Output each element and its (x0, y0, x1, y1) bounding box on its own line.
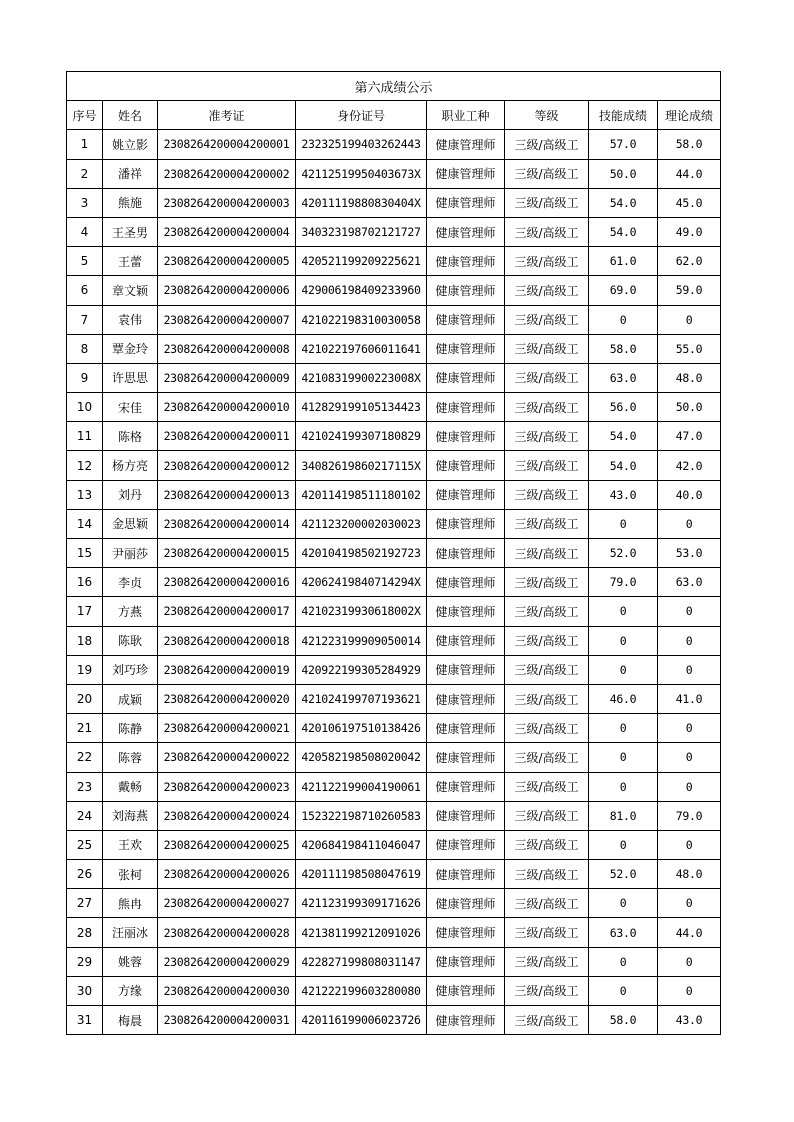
cell-seq: 25 (67, 830, 103, 859)
cell-seq: 12 (67, 451, 103, 480)
cell-exam-ticket: 2308264200004200019 (158, 655, 296, 684)
cell-occupation: 健康管理师 (427, 772, 505, 801)
cell-skill-score: 0 (589, 743, 658, 772)
cell-name: 陈静 (103, 714, 158, 743)
cell-seq: 8 (67, 334, 103, 363)
table-row (67, 976, 721, 1005)
cell-level: 三级/高级工 (505, 393, 589, 422)
cell-level: 三级/高级工 (505, 568, 589, 597)
cell-occupation: 健康管理师 (427, 860, 505, 889)
cell-level: 三级/高级工 (505, 159, 589, 188)
table-row (67, 597, 721, 626)
cell-seq: 17 (67, 597, 103, 626)
cell-level: 三级/高级工 (505, 217, 589, 246)
cell-level: 三级/高级工 (505, 714, 589, 743)
cell-skill-score: 50.0 (589, 159, 658, 188)
cell-theory-score: 48.0 (658, 363, 721, 392)
cell-id-number: 232325199403262443 (296, 130, 427, 159)
cell-level: 三级/高级工 (505, 130, 589, 159)
cell-skill-score: 0 (589, 830, 658, 859)
table-row (67, 626, 721, 655)
cell-id-number: 420684198411046047 (296, 830, 427, 859)
cell-occupation: 健康管理师 (427, 509, 505, 538)
cell-skill-score: 43.0 (589, 480, 658, 509)
cell-theory-score: 45.0 (658, 188, 721, 217)
cell-theory-score: 0 (658, 626, 721, 655)
cell-skill-score: 46.0 (589, 684, 658, 713)
cell-name: 金思颖 (103, 509, 158, 538)
table-row (67, 743, 721, 772)
cell-theory-score: 59.0 (658, 276, 721, 305)
cell-theory-score: 55.0 (658, 334, 721, 363)
cell-id-number: 420104198502192723 (296, 539, 427, 568)
cell-exam-ticket: 2308264200004200016 (158, 568, 296, 597)
cell-id-number: 34082619860217115X (296, 451, 427, 480)
cell-theory-score: 53.0 (658, 539, 721, 568)
header-name: 姓名 (103, 101, 158, 130)
cell-level: 三级/高级工 (505, 976, 589, 1005)
cell-exam-ticket: 2308264200004200011 (158, 422, 296, 451)
cell-skill-score: 63.0 (589, 918, 658, 947)
cell-name: 尹丽莎 (103, 539, 158, 568)
cell-level: 三级/高级工 (505, 276, 589, 305)
cell-seq: 24 (67, 801, 103, 830)
cell-level: 三级/高级工 (505, 451, 589, 480)
cell-id-number: 420106197510138426 (296, 714, 427, 743)
cell-name: 覃金玲 (103, 334, 158, 363)
cell-exam-ticket: 2308264200004200014 (158, 509, 296, 538)
cell-id-number: 42112519950403673X (296, 159, 427, 188)
cell-seq: 19 (67, 655, 103, 684)
cell-name: 刘丹 (103, 480, 158, 509)
cell-level: 三级/高级工 (505, 684, 589, 713)
cell-occupation: 健康管理师 (427, 159, 505, 188)
cell-seq: 31 (67, 1006, 103, 1035)
table-row (67, 422, 721, 451)
cell-occupation: 健康管理师 (427, 568, 505, 597)
cell-exam-ticket: 2308264200004200020 (158, 684, 296, 713)
cell-id-number: 420116199006023726 (296, 1006, 427, 1035)
cell-seq: 18 (67, 626, 103, 655)
cell-level: 三级/高级工 (505, 655, 589, 684)
cell-occupation: 健康管理师 (427, 422, 505, 451)
table-row (67, 159, 721, 188)
cell-occupation: 健康管理师 (427, 655, 505, 684)
cell-seq: 7 (67, 305, 103, 334)
cell-skill-score: 79.0 (589, 568, 658, 597)
cell-skill-score: 0 (589, 509, 658, 538)
cell-level: 三级/高级工 (505, 539, 589, 568)
cell-occupation: 健康管理师 (427, 743, 505, 772)
cell-occupation: 健康管理师 (427, 830, 505, 859)
cell-exam-ticket: 2308264200004200005 (158, 247, 296, 276)
cell-exam-ticket: 2308264200004200006 (158, 276, 296, 305)
cell-occupation: 健康管理师 (427, 217, 505, 246)
cell-level: 三级/高级工 (505, 626, 589, 655)
cell-level: 三级/高级工 (505, 889, 589, 918)
table-row (67, 217, 721, 246)
cell-seq: 4 (67, 217, 103, 246)
cell-id-number: 421123199309171626 (296, 889, 427, 918)
cell-exam-ticket: 2308264200004200029 (158, 947, 296, 976)
header-row (67, 101, 721, 130)
cell-exam-ticket: 2308264200004200021 (158, 714, 296, 743)
table-row (67, 655, 721, 684)
cell-name: 陈蓉 (103, 743, 158, 772)
table-row (67, 305, 721, 334)
table-row (67, 334, 721, 363)
cell-seq: 13 (67, 480, 103, 509)
cell-exam-ticket: 2308264200004200023 (158, 772, 296, 801)
cell-theory-score: 0 (658, 305, 721, 334)
cell-skill-score: 54.0 (589, 188, 658, 217)
cell-name: 杨方亮 (103, 451, 158, 480)
cell-skill-score: 54.0 (589, 217, 658, 246)
table-title: 第六成绩公示 (67, 72, 721, 101)
header-level: 等级 (505, 101, 589, 130)
cell-skill-score: 0 (589, 772, 658, 801)
cell-id-number: 412829199105134423 (296, 393, 427, 422)
cell-name: 陈格 (103, 422, 158, 451)
cell-theory-score: 49.0 (658, 217, 721, 246)
cell-id-number: 421381199212091026 (296, 918, 427, 947)
table-body (67, 72, 721, 1035)
cell-occupation: 健康管理师 (427, 188, 505, 217)
cell-theory-score: 0 (658, 889, 721, 918)
cell-skill-score: 58.0 (589, 334, 658, 363)
cell-seq: 5 (67, 247, 103, 276)
table-row (67, 247, 721, 276)
cell-level: 三级/高级工 (505, 334, 589, 363)
cell-skill-score: 0 (589, 714, 658, 743)
cell-skill-score: 56.0 (589, 393, 658, 422)
cell-name: 王蕾 (103, 247, 158, 276)
cell-id-number: 429006198409233960 (296, 276, 427, 305)
cell-occupation: 健康管理师 (427, 626, 505, 655)
cell-level: 三级/高级工 (505, 188, 589, 217)
cell-occupation: 健康管理师 (427, 334, 505, 363)
cell-seq: 20 (67, 684, 103, 713)
table-row (67, 539, 721, 568)
cell-name: 许思思 (103, 363, 158, 392)
cell-theory-score: 40.0 (658, 480, 721, 509)
cell-theory-score: 58.0 (658, 130, 721, 159)
cell-exam-ticket: 2308264200004200007 (158, 305, 296, 334)
cell-skill-score: 57.0 (589, 130, 658, 159)
cell-skill-score: 0 (589, 626, 658, 655)
cell-occupation: 健康管理师 (427, 684, 505, 713)
cell-level: 三级/高级工 (505, 597, 589, 626)
cell-skill-score: 63.0 (589, 363, 658, 392)
cell-occupation: 健康管理师 (427, 714, 505, 743)
cell-occupation: 健康管理师 (427, 1006, 505, 1035)
cell-exam-ticket: 2308264200004200024 (158, 801, 296, 830)
cell-seq: 21 (67, 714, 103, 743)
cell-name: 潘祥 (103, 159, 158, 188)
table-row (67, 1006, 721, 1035)
table-row (67, 947, 721, 976)
cell-seq: 1 (67, 130, 103, 159)
cell-id-number: 421122199004190061 (296, 772, 427, 801)
cell-name: 姚立影 (103, 130, 158, 159)
cell-theory-score: 0 (658, 947, 721, 976)
cell-seq: 22 (67, 743, 103, 772)
cell-theory-score: 47.0 (658, 422, 721, 451)
cell-theory-score: 0 (658, 509, 721, 538)
table-row (67, 393, 721, 422)
cell-level: 三级/高级工 (505, 1006, 589, 1035)
cell-name: 刘巧珍 (103, 655, 158, 684)
cell-level: 三级/高级工 (505, 947, 589, 976)
header-theory-score: 理论成绩 (658, 101, 721, 130)
cell-theory-score: 44.0 (658, 918, 721, 947)
cell-theory-score: 50.0 (658, 393, 721, 422)
cell-theory-score: 0 (658, 743, 721, 772)
cell-exam-ticket: 2308264200004200001 (158, 130, 296, 159)
table-row (67, 480, 721, 509)
cell-id-number: 42062419840714294X (296, 568, 427, 597)
cell-seq: 28 (67, 918, 103, 947)
cell-occupation: 健康管理师 (427, 305, 505, 334)
header-seq: 序号 (67, 101, 103, 130)
cell-level: 三级/高级工 (505, 422, 589, 451)
cell-name: 成颖 (103, 684, 158, 713)
cell-seq: 10 (67, 393, 103, 422)
table-row (67, 451, 721, 480)
cell-level: 三级/高级工 (505, 772, 589, 801)
cell-occupation: 健康管理师 (427, 276, 505, 305)
header-id-number: 身份证号 (296, 101, 427, 130)
cell-theory-score: 0 (658, 976, 721, 1005)
table-row (67, 830, 721, 859)
cell-id-number: 421223199909050014 (296, 626, 427, 655)
table-row (67, 860, 721, 889)
cell-occupation: 健康管理师 (427, 539, 505, 568)
cell-theory-score: 41.0 (658, 684, 721, 713)
cell-level: 三级/高级工 (505, 363, 589, 392)
cell-level: 三级/高级工 (505, 918, 589, 947)
cell-exam-ticket: 2308264200004200002 (158, 159, 296, 188)
cell-seq: 26 (67, 860, 103, 889)
cell-skill-score: 54.0 (589, 422, 658, 451)
cell-occupation: 健康管理师 (427, 247, 505, 276)
table-row (67, 188, 721, 217)
cell-seq: 11 (67, 422, 103, 451)
cell-name: 章文颖 (103, 276, 158, 305)
cell-theory-score: 63.0 (658, 568, 721, 597)
cell-id-number: 42102319930618002X (296, 597, 427, 626)
title-row (67, 72, 721, 101)
cell-exam-ticket: 2308264200004200030 (158, 976, 296, 1005)
cell-name: 熊冉 (103, 889, 158, 918)
cell-id-number: 421222199603280080 (296, 976, 427, 1005)
cell-exam-ticket: 2308264200004200018 (158, 626, 296, 655)
cell-name: 梅晨 (103, 1006, 158, 1035)
header-exam-ticket: 准考证 (158, 101, 296, 130)
cell-name: 熊施 (103, 188, 158, 217)
cell-level: 三级/高级工 (505, 509, 589, 538)
cell-level: 三级/高级工 (505, 247, 589, 276)
cell-theory-score: 44.0 (658, 159, 721, 188)
cell-theory-score: 0 (658, 772, 721, 801)
cell-occupation: 健康管理师 (427, 889, 505, 918)
cell-name: 李贞 (103, 568, 158, 597)
cell-occupation: 健康管理师 (427, 451, 505, 480)
cell-id-number: 422827199808031147 (296, 947, 427, 976)
cell-name: 王欢 (103, 830, 158, 859)
cell-skill-score: 58.0 (589, 1006, 658, 1035)
cell-theory-score: 48.0 (658, 860, 721, 889)
table-row (67, 509, 721, 538)
cell-occupation: 健康管理师 (427, 393, 505, 422)
table-row (67, 130, 721, 159)
cell-level: 三级/高级工 (505, 305, 589, 334)
cell-exam-ticket: 2308264200004200026 (158, 860, 296, 889)
cell-exam-ticket: 2308264200004200022 (158, 743, 296, 772)
cell-name: 方缘 (103, 976, 158, 1005)
cell-name: 宋佳 (103, 393, 158, 422)
cell-exam-ticket: 2308264200004200028 (158, 918, 296, 947)
cell-id-number: 420922199305284929 (296, 655, 427, 684)
cell-level: 三级/高级工 (505, 801, 589, 830)
cell-name: 汪丽冰 (103, 918, 158, 947)
cell-seq: 23 (67, 772, 103, 801)
cell-seq: 16 (67, 568, 103, 597)
cell-id-number: 421022198310030058 (296, 305, 427, 334)
cell-occupation: 健康管理师 (427, 597, 505, 626)
cell-id-number: 42011119880830404X (296, 188, 427, 217)
cell-occupation: 健康管理师 (427, 801, 505, 830)
cell-name: 姚蓉 (103, 947, 158, 976)
cell-skill-score: 54.0 (589, 451, 658, 480)
cell-exam-ticket: 2308264200004200008 (158, 334, 296, 363)
cell-exam-ticket: 2308264200004200013 (158, 480, 296, 509)
cell-seq: 2 (67, 159, 103, 188)
table-row (67, 568, 721, 597)
cell-name: 袁伟 (103, 305, 158, 334)
cell-skill-score: 0 (589, 947, 658, 976)
cell-id-number: 152322198710260583 (296, 801, 427, 830)
cell-skill-score: 0 (589, 305, 658, 334)
cell-skill-score: 69.0 (589, 276, 658, 305)
table-row (67, 276, 721, 305)
table-row (67, 772, 721, 801)
cell-level: 三级/高级工 (505, 860, 589, 889)
cell-level: 三级/高级工 (505, 480, 589, 509)
cell-exam-ticket: 2308264200004200003 (158, 188, 296, 217)
cell-name: 刘海燕 (103, 801, 158, 830)
table-row (67, 889, 721, 918)
cell-theory-score: 0 (658, 714, 721, 743)
table-row (67, 918, 721, 947)
cell-skill-score: 61.0 (589, 247, 658, 276)
cell-exam-ticket: 2308264200004200025 (158, 830, 296, 859)
cell-occupation: 健康管理师 (427, 480, 505, 509)
cell-skill-score: 52.0 (589, 860, 658, 889)
cell-level: 三级/高级工 (505, 830, 589, 859)
score-table (66, 71, 721, 1035)
header-skill-score: 技能成绩 (589, 101, 658, 130)
cell-exam-ticket: 2308264200004200004 (158, 217, 296, 246)
cell-seq: 29 (67, 947, 103, 976)
table-row (67, 801, 721, 830)
cell-seq: 15 (67, 539, 103, 568)
cell-skill-score: 0 (589, 655, 658, 684)
cell-seq: 27 (67, 889, 103, 918)
cell-theory-score: 79.0 (658, 801, 721, 830)
cell-occupation: 健康管理师 (427, 130, 505, 159)
cell-name: 王圣男 (103, 217, 158, 246)
cell-exam-ticket: 2308264200004200010 (158, 393, 296, 422)
cell-name: 戴畅 (103, 772, 158, 801)
cell-seq: 14 (67, 509, 103, 538)
cell-seq: 30 (67, 976, 103, 1005)
cell-id-number: 420111198508047619 (296, 860, 427, 889)
cell-occupation: 健康管理师 (427, 918, 505, 947)
table-row (67, 684, 721, 713)
cell-id-number: 421024199307180829 (296, 422, 427, 451)
cell-id-number: 420521199209225621 (296, 247, 427, 276)
cell-id-number: 421123200002030023 (296, 509, 427, 538)
header-occupation: 职业工种 (427, 101, 505, 130)
cell-name: 方燕 (103, 597, 158, 626)
cell-id-number: 420582198508020042 (296, 743, 427, 772)
cell-exam-ticket: 2308264200004200012 (158, 451, 296, 480)
cell-theory-score: 0 (658, 597, 721, 626)
cell-id-number: 421024199707193621 (296, 684, 427, 713)
cell-name: 陈耿 (103, 626, 158, 655)
cell-occupation: 健康管理师 (427, 363, 505, 392)
cell-occupation: 健康管理师 (427, 947, 505, 976)
cell-theory-score: 0 (658, 830, 721, 859)
cell-theory-score: 43.0 (658, 1006, 721, 1035)
cell-skill-score: 52.0 (589, 539, 658, 568)
cell-occupation: 健康管理师 (427, 976, 505, 1005)
cell-exam-ticket: 2308264200004200027 (158, 889, 296, 918)
cell-theory-score: 0 (658, 655, 721, 684)
cell-exam-ticket: 2308264200004200015 (158, 539, 296, 568)
table-row (67, 363, 721, 392)
table-row (67, 714, 721, 743)
cell-theory-score: 42.0 (658, 451, 721, 480)
cell-seq: 6 (67, 276, 103, 305)
cell-id-number: 42108319900223008X (296, 363, 427, 392)
cell-theory-score: 62.0 (658, 247, 721, 276)
cell-level: 三级/高级工 (505, 743, 589, 772)
cell-skill-score: 0 (589, 597, 658, 626)
cell-skill-score: 81.0 (589, 801, 658, 830)
cell-skill-score: 0 (589, 889, 658, 918)
cell-name: 张柯 (103, 860, 158, 889)
cell-exam-ticket: 2308264200004200017 (158, 597, 296, 626)
cell-skill-score: 0 (589, 976, 658, 1005)
cell-seq: 9 (67, 363, 103, 392)
cell-id-number: 340323198702121727 (296, 217, 427, 246)
cell-seq: 3 (67, 188, 103, 217)
cell-exam-ticket: 2308264200004200031 (158, 1006, 296, 1035)
cell-id-number: 421022197606011641 (296, 334, 427, 363)
cell-exam-ticket: 2308264200004200009 (158, 363, 296, 392)
cell-id-number: 420114198511180102 (296, 480, 427, 509)
